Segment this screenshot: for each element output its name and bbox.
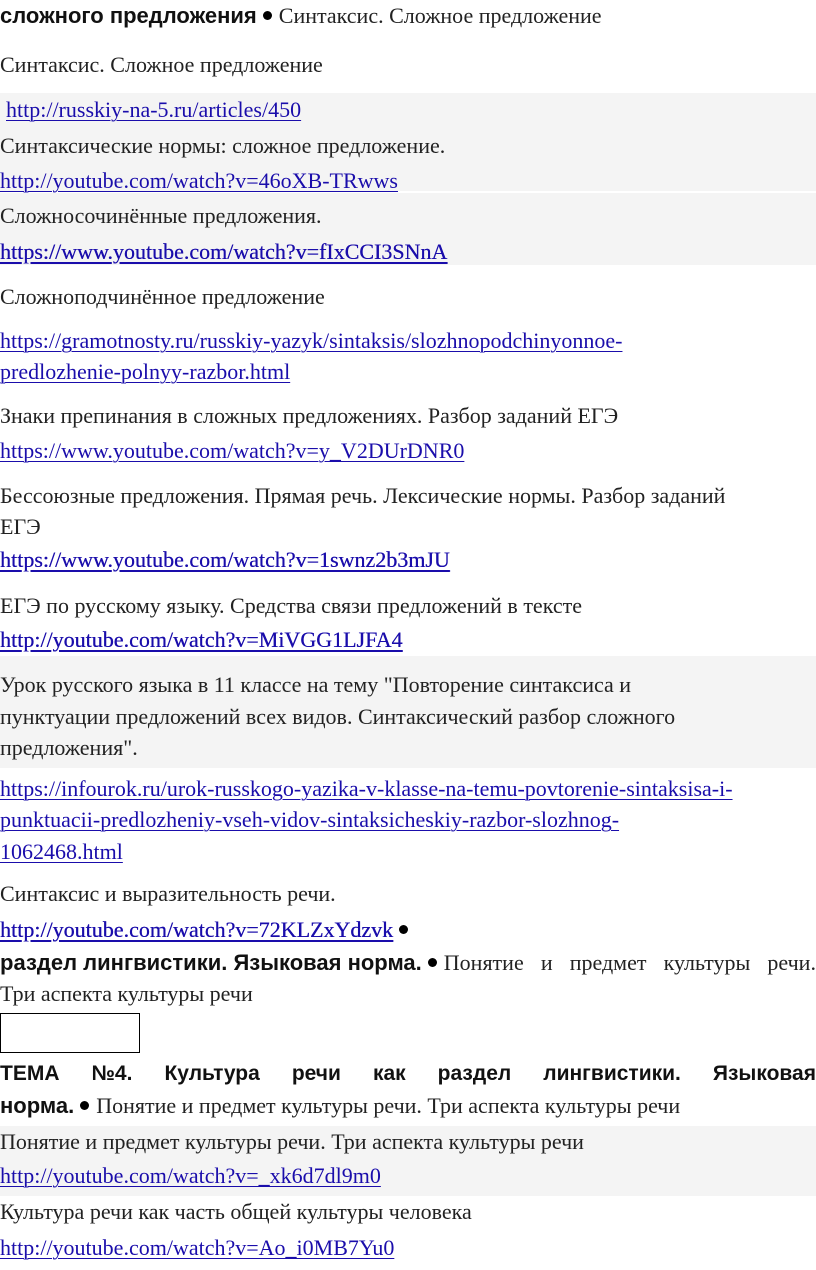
link-text[interactable]: https://www.youtube.com/watch?v=y_V2DUrDNR0 bbox=[0, 438, 465, 463]
link[interactable] bbox=[0, 239, 447, 265]
link-text[interactable]: http://youtube.com/watch?v=Ao_i0MB7Yu0 bbox=[0, 1235, 395, 1260]
section-line-2: Три аспекта культуры речи bbox=[0, 981, 253, 1006]
link-text[interactable]: https://gramotnosty.ru/russkiy-yazyk/sintaksis/slozhnopodchinyonnoe- bbox=[0, 328, 623, 353]
section-bold-group bbox=[0, 950, 524, 976]
link[interactable] bbox=[0, 547, 450, 573]
tema-word: речи bbox=[291, 1062, 341, 1085]
link[interactable] bbox=[0, 839, 123, 865]
block-title: пунктуации предложений всех видов. Синтаксический разбор сложного bbox=[0, 704, 676, 729]
block-title: предложения". bbox=[0, 735, 138, 760]
tema-word: ТЕМА bbox=[0, 1062, 60, 1085]
block-title: Понятие и предмет культуры речи. Три аспекта культуры речи bbox=[0, 1129, 584, 1154]
block-title: Сложносочинённые предложения. bbox=[0, 203, 322, 228]
bullet-icon bbox=[428, 958, 437, 967]
link[interactable] bbox=[0, 168, 398, 194]
link-text[interactable]: http://youtube.com/watch?v=72KLZxYdzvk bbox=[0, 917, 394, 942]
section-word: речи. bbox=[767, 950, 816, 975]
tema-bold: норма. bbox=[0, 1093, 75, 1118]
link[interactable] bbox=[0, 1235, 394, 1261]
tema-word: №4. bbox=[91, 1062, 133, 1085]
section-word: культуры bbox=[663, 950, 751, 975]
link-text[interactable]: https://www.youtube.com/watch?v=fIxCCI3SNnA bbox=[0, 239, 448, 264]
block-title: Бессоюзные предложения. Прямая речь. Лексические нормы. Разбор заданий bbox=[0, 483, 726, 508]
tema-word: лингвистики. bbox=[543, 1062, 681, 1085]
link[interactable] bbox=[0, 1163, 381, 1189]
section-word: Понятие bbox=[443, 950, 524, 975]
link-text[interactable]: https://www.youtube.com/watch?v=1swnz2b3mJU bbox=[0, 547, 450, 572]
tema-line bbox=[0, 1061, 816, 1087]
heading-rest: Синтаксис. Сложное предложение bbox=[278, 3, 602, 28]
section-word: предмет bbox=[569, 950, 647, 975]
block-title: Синтаксис. Сложное предложение bbox=[0, 52, 323, 77]
link-text[interactable]: punktuacii-predlozheniy-vseh-vidov-sintaksicheskiy-razbor-slozhnog- bbox=[0, 807, 620, 832]
link-text[interactable]: https://infourok.ru/urok-russkogo-yazika-v-klasse-na-temu-povtorenie-sintaksisa-i- bbox=[0, 776, 733, 801]
tema-line-2 bbox=[0, 1093, 680, 1119]
block-title: Урок русского языка в 11 классе на тему "Повторение синтаксиса и bbox=[0, 672, 632, 697]
block-title: Сложноподчинённое предложение bbox=[0, 284, 325, 309]
heading-bold: сложного предложения bbox=[0, 3, 257, 28]
block-title: Культура речи как часть общей культуры человека bbox=[0, 1199, 472, 1224]
block-title: Знаки препинания в сложных предложениях. Разбор заданий ЕГЭ bbox=[0, 403, 619, 428]
link-text[interactable]: http://youtube.com/watch?v=46oXB-TRwws bbox=[0, 168, 398, 193]
empty-box bbox=[0, 1013, 140, 1053]
bullet-icon bbox=[263, 11, 272, 20]
section-line bbox=[0, 950, 816, 976]
top-heading bbox=[0, 3, 602, 29]
bullet-icon bbox=[399, 925, 408, 934]
tema-word: Культура bbox=[164, 1062, 260, 1085]
block-title: Синтаксические нормы: сложное предложение. bbox=[0, 133, 446, 158]
block-title: ЕГЭ bbox=[0, 514, 41, 539]
link-text[interactable]: predlozhenie-polnyy-razbor.html bbox=[0, 359, 291, 384]
section-bold: раздел лингвистики. Языковая норма. bbox=[0, 950, 422, 975]
link[interactable] bbox=[0, 438, 464, 464]
link-text[interactable]: http://youtube.com/watch?v=MiVGG1LJFA4 bbox=[0, 627, 403, 652]
section-word: и bbox=[540, 950, 553, 975]
link[interactable] bbox=[0, 328, 622, 354]
link-text[interactable]: http://youtube.com/watch?v=_xk6d7dl9m0 bbox=[0, 1163, 381, 1188]
link[interactable] bbox=[0, 359, 290, 385]
tema-rest: Понятие и предмет культуры речи. Три аспекта культуры речи bbox=[96, 1093, 681, 1118]
link[interactable] bbox=[6, 97, 301, 123]
tema-word: раздел bbox=[437, 1062, 512, 1085]
link[interactable] bbox=[0, 776, 733, 802]
block-title: Синтаксис и выразительность речи. bbox=[0, 881, 336, 906]
link-row bbox=[0, 917, 415, 943]
bullet-icon bbox=[80, 1101, 89, 1110]
link-text[interactable]: 1062468.html bbox=[0, 839, 123, 864]
tema-word: Языковая bbox=[712, 1062, 816, 1085]
link-text[interactable]: http://russkiy-na-5.ru/articles/450 bbox=[6, 97, 302, 122]
link[interactable] bbox=[0, 807, 619, 833]
link[interactable] bbox=[0, 627, 402, 653]
block-title: ЕГЭ по русскому языку. Средства связи предложений в тексте bbox=[0, 593, 582, 618]
tema-word: как bbox=[372, 1062, 406, 1085]
